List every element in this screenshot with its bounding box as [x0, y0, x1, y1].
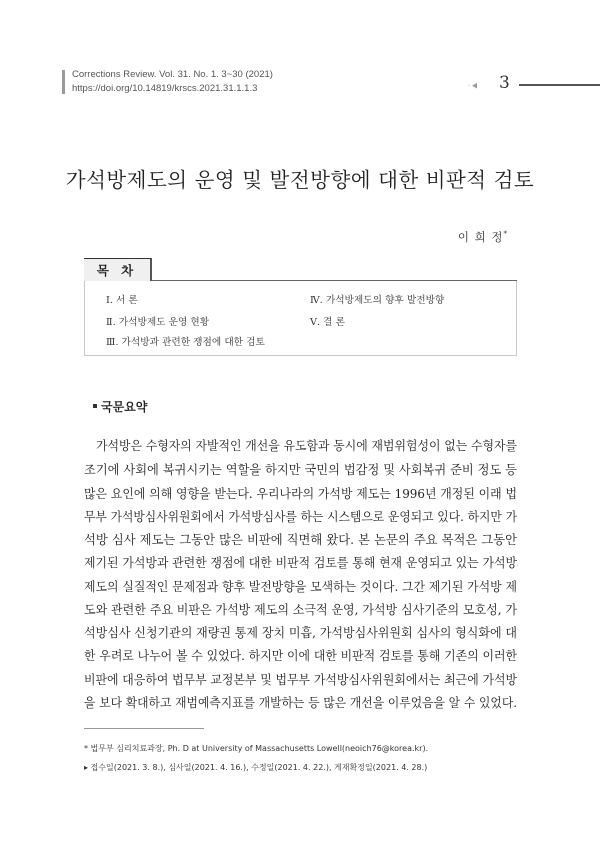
- header-rule: [519, 84, 600, 86]
- abstract-line: 제기된 가석방과 관련한 쟁점에 대한 비판적 검토를 통해 현재 운영되고 있는 가석방: [84, 556, 517, 570]
- header-accent-bar: [62, 70, 65, 94]
- author-affiliation-footnote: * 법무부 심리치료과장, Ph. D at University of Massachusetts Lowell(neoich76@korea.kr).: [84, 744, 429, 753]
- toc-item-status[interactable]: Ⅱ. 가석방제도 운영 현황: [106, 317, 210, 328]
- footnote-rule: [84, 728, 204, 729]
- abstract-line: 무부 가석방심사위원회에서 가석방심사를 하는 시스템으로 운영되고 있다. 하지만 가: [84, 510, 517, 524]
- running-header: [72, 68, 273, 95]
- author-footnote-marker: *: [503, 230, 508, 239]
- abstract-heading: 국문요약: [101, 400, 148, 414]
- toc-item-future[interactable]: Ⅳ. 가석방제도의 향후 발전방향: [310, 295, 445, 306]
- abstract-line: 한 우려로 나누어 볼 수 있었다. 하지만 이에 대한 비판적 검토를 통해 기존의 이러한: [84, 649, 517, 663]
- review-dates-footnote: ▸ 접수일(2021. 3. 8.), 심사일(2021. 4. 16.), 수정일(2021. 4. 22.), 게재확정일(2021. 4. 28.): [84, 763, 428, 772]
- abstract-line: 가석방은 수형자의 자발적인 개선을 유도함과 동시에 재범위험성이 없는 수형자를: [96, 439, 517, 453]
- doi-link[interactable]: https://doi.org/10.14819/krscs.2021.31.1.1.3: [72, 82, 258, 94]
- abstract-line: 제도의 실질적인 문제점과 향후 발전방향을 모색하는 것이다. 그간 제기된 가석방 제: [84, 580, 517, 594]
- paper-title: 가석방제도의 운영 및 발전방향에 대한 비판적 검토: [65, 168, 535, 192]
- abstract-line: 비판에 대응하여 법무부 교정본부 및 법무부 가석방심사위원회에서는 최근에 가석방: [84, 673, 517, 687]
- author-name-text: 이 희 정: [457, 230, 504, 244]
- abstract-line: 석방심사 신청기관의 재량권 통제 장치 미흡, 가석방심사위원회 심사의 형식화에 대: [84, 626, 517, 640]
- toc-item-issues[interactable]: Ⅲ. 가석방과 관련한 쟁점에 대한 검토: [106, 337, 265, 348]
- abstract-line: 조기에 사회에 복귀시키는 역할을 하지만 국민의 법감정 및 사회복귀 준비 정도 등: [84, 463, 517, 477]
- abstract-line: 석방 심사 제도는 그동안 많은 비판에 직면해 왔다. 본 논문의 주요 목적은 그동안: [84, 533, 517, 547]
- abstract-line: 도와 관련한 주요 비판은 가석방 제도의 소극적 운영, 가석방 심사기준의 모호성, 가: [84, 603, 517, 617]
- toc-item-intro[interactable]: Ⅰ. 서 론: [106, 295, 138, 306]
- section-bullet-icon: [93, 404, 97, 408]
- page-number: 3: [499, 73, 510, 93]
- header-mark: ㆍ◀: [466, 84, 478, 90]
- abstract-line: 을 보다 확대하고 재범예측지표를 개발하는 등 많은 개선을 이루었음을 알 수 있었다.: [84, 696, 517, 710]
- author-name: [458, 229, 508, 245]
- journal-citation: Corrections Review. Vol. 31. No. 1. 3~30 (2021): [72, 69, 273, 80]
- abstract-line: 많은 요인에 의해 영향을 받는다. 우리나라의 가석방 제도는 1996년 개정된 이래 법: [84, 487, 517, 501]
- toc-label: 목 차: [96, 263, 138, 278]
- toc-item-conclusion[interactable]: Ⅴ. 결 론: [310, 317, 345, 328]
